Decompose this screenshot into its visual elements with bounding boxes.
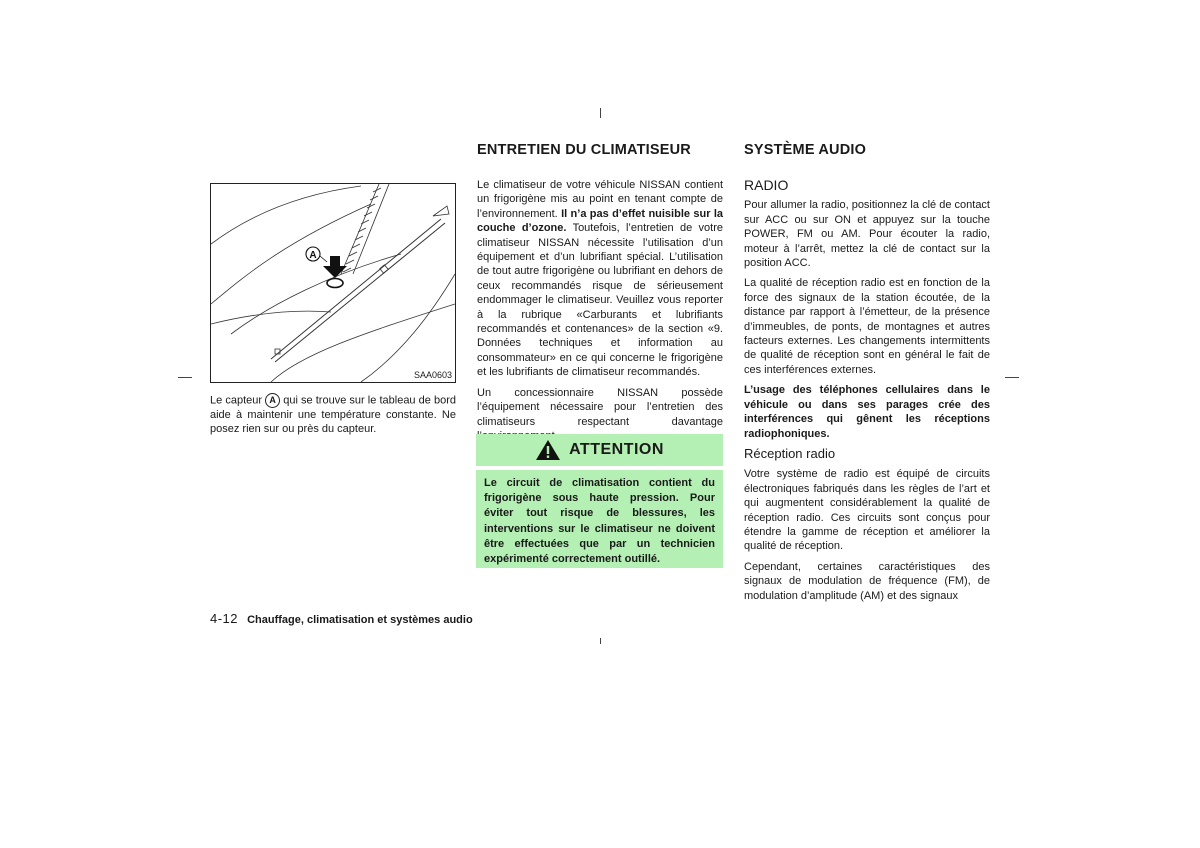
chapter-title: Chauffage, climatisation et systèmes audio — [247, 614, 473, 626]
heading-entretien-climatiseur: ENTRETIEN DU CLIMATISEUR — [477, 142, 691, 158]
paragraph-cependant: Cependant, certaines caractéristiques des signaux de modulation de fréquence (FM), de modulation d’amplitude (AM) et des signaux — [744, 560, 990, 602]
paragraph-allumer-radio: Pour allumer la radio, positionnez la clé de contact sur ACC ou sur ON et appuyez sur la touche POWER, FM ou AM. Pour écouter la radio, moteur à l’arrêt, mettez la clé de contact sur la position ACC. — [744, 199, 990, 270]
attention-body: Le circuit de climatisation contient du frigorigène sous haute pression. Pour éviter tout risque de blessures, les interventions sur le climatiseur ne doivent être effectuées que par un technicien expérimenté correctement outillé. — [476, 470, 723, 568]
dashboard-sensor-illustration — [211, 184, 455, 382]
page-number: 4-12 — [210, 611, 239, 626]
middle-column-body — [477, 178, 723, 449]
crop-mark-right — [1005, 377, 1019, 378]
caption-post: qui se trouve sur le tableau de bord aide à maintenir une température constante. Ne posez rien sur ou près du capteur. — [210, 394, 457, 436]
crop-mark-left — [178, 377, 192, 378]
paragraph-circuits: Votre système de radio est équipé de circuits électroniques fabriqués dans les règles de l’art et qui augmentent considérablement la qualité de réception radio. Ces circuits sont conçus pour étendre la gamme de réception et améliorer la qualité de réception. — [744, 468, 990, 553]
crop-mark-bottom — [600, 638, 601, 644]
caption-marker-a: A — [265, 393, 280, 408]
subheading-radio: RADIO — [744, 177, 789, 193]
page-footer — [210, 611, 473, 626]
paragraph-qualite-reception: La qualité de réception radio est en fonction de la force des signaux de la station écoutée, de la distance par rapport à l’émetteur, de la présence d’immeubles, de ponts, de montagnes et autres facteurs externes. Les changements intermittents de qualité de réception sont en général le fait de ces interférences externes. — [744, 277, 990, 376]
warning-icon — [535, 439, 561, 461]
caption-pre: Le capteur — [210, 394, 263, 407]
figure-code: SAA0603 — [413, 370, 452, 380]
paragraph-concessionnaire: Un concessionnaire NISSAN possède l’équipement nécessaire pour l’entretien des climatiseurs respectant davantage — [477, 386, 723, 428]
para-text-cont: Toutefois, l’entretien de votre climatiseur NISSAN nécessite l’utilisation d’un équipement et d’un lubrifiant spécial. L’utilisation de tout autre frigorigène ou lubrifiant en dehors de ceux recommandés risque de sérieusement endommager le climatiseur. Veuillez vous reporter à la rubrique «Carburants et lubrifiants recommandés et contenances» de la section «9. Données techniques et information au consommateur» en ce qui concerne le frigorigène et les lubrifiants de climatiseur recommandés. — [477, 222, 723, 379]
attention-header — [476, 434, 723, 466]
paragraph-telephones: L’usage des téléphones cellulaires dans le véhicule ou dans ses parages crée des interférences qui gênent les réceptions radiophoniques. — [744, 384, 990, 440]
figure-caption — [210, 393, 456, 437]
sensor-figure — [210, 183, 456, 383]
para-bold: Il n’a pas d’effet nuisible sur la couche d’ozone. — [477, 207, 723, 235]
para-text: Le climatiseur de votre véhicule NISSAN contient un frigorigène mis au point en tenant compte de l’environnement. — [477, 179, 723, 220]
crop-mark-top — [600, 108, 601, 118]
marker-a-label: A — [309, 250, 317, 261]
attention-title: ATTENTION — [569, 441, 664, 458]
paragraph-climatiseur — [477, 178, 723, 380]
right-column-body — [744, 178, 990, 609]
subheading-reception-radio: Réception radio — [744, 445, 836, 461]
heading-systeme-audio: SYSTÈME AUDIO — [744, 142, 867, 158]
